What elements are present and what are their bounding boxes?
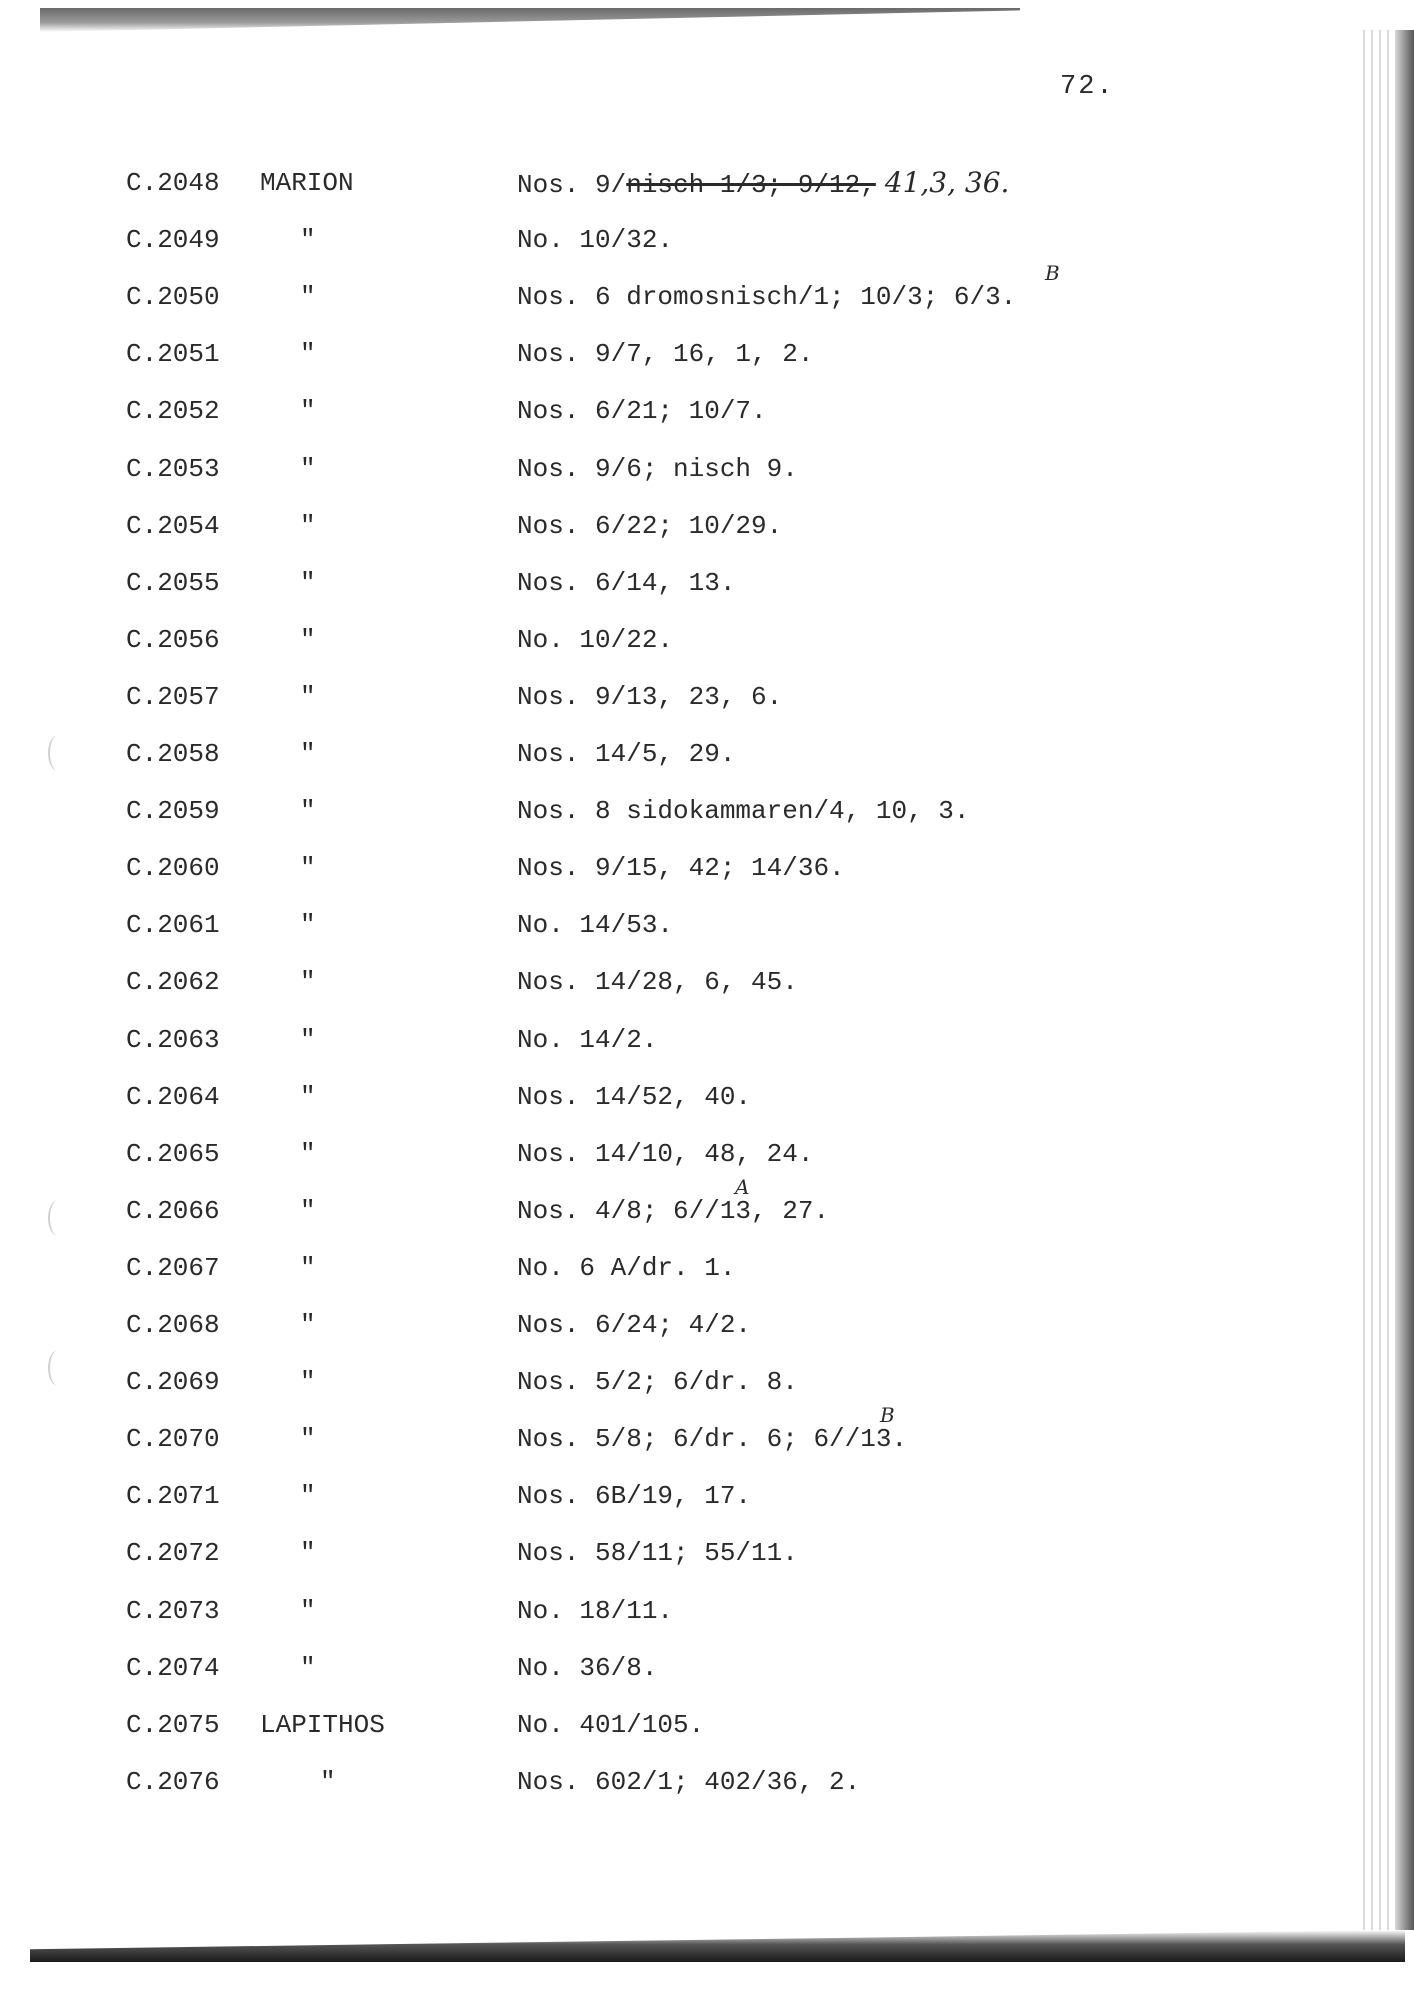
catalogue-code: C.2062 — [126, 967, 220, 998]
handwritten-annotation: B — [1045, 261, 1060, 286]
find-numbers: No. 14/2. — [517, 1024, 658, 1055]
catalogue-code: C.2070 — [126, 1424, 220, 1455]
list-item — [0, 449, 1300, 489]
site-name: LAPITHOS — [260, 1709, 385, 1740]
catalogue-code: C.2067 — [126, 1252, 220, 1283]
catalogue-code: C.2069 — [126, 1367, 220, 1398]
site-name: " — [300, 225, 316, 256]
catalogue-code: C.2049 — [126, 225, 220, 256]
find-numbers: Nos. 9/15, 42; 14/36. — [517, 853, 845, 884]
struck-out-text: nisch 1/3; 9/12, — [626, 170, 876, 200]
find-numbers: Nos. 58/11; 55/11. — [517, 1538, 798, 1569]
site-name: " — [300, 910, 316, 941]
find-numbers: Nos. 14/28, 6, 45. — [517, 967, 798, 998]
site-name: " — [300, 1024, 316, 1055]
list-item — [0, 563, 1300, 603]
site-name: " — [300, 1538, 316, 1569]
catalogue-code: C.2048 — [126, 168, 220, 198]
find-numbers: Nos. 6B/19, 17. — [517, 1481, 752, 1512]
list-item — [0, 848, 1300, 888]
catalogue-code: C.2063 — [126, 1024, 220, 1055]
list-item — [0, 1020, 1300, 1060]
find-numbers: Nos. 6/22; 10/29. — [517, 510, 783, 541]
list-item — [0, 1762, 1300, 1802]
site-name: " — [300, 853, 316, 884]
find-numbers — [517, 163, 1009, 205]
find-numbers: Nos. 8 sidokammaren/4, 10, 3. — [517, 796, 970, 827]
catalogue-code: C.2066 — [126, 1195, 220, 1226]
catalogue-code: C.2076 — [126, 1766, 220, 1797]
site-name: " — [300, 967, 316, 998]
list-item — [0, 391, 1300, 431]
site-name: " — [300, 282, 316, 313]
list-item — [0, 677, 1300, 717]
find-numbers-prefix: Nos. 9/ — [517, 170, 627, 200]
find-numbers: Nos. 14/52, 40. — [517, 1081, 752, 1112]
site-name: " — [300, 1652, 316, 1683]
site-name: " — [300, 1310, 316, 1340]
catalogue-code: C.2053 — [126, 453, 220, 484]
page-number: 72. — [1060, 72, 1115, 102]
catalogue-code: C.2075 — [126, 1709, 220, 1740]
list-item — [0, 1174, 1300, 1231]
list-item — [0, 1248, 1300, 1288]
catalogue-code: C.2057 — [126, 681, 220, 712]
find-numbers: Nos. 6 dromosnisch/1; 10/3; 6/3. — [517, 282, 1017, 313]
site-name: " — [300, 1367, 316, 1398]
find-numbers: Nos. 5/8; 6/dr. 6; 6//13. — [517, 1424, 908, 1455]
handwritten-correction: 41,3, 36. — [875, 166, 1010, 199]
find-numbers: Nos. 14/5, 29. — [517, 739, 736, 769]
list-item — [0, 962, 1300, 1002]
find-numbers: Nos. 602/1; 402/36, 2. — [517, 1766, 861, 1797]
find-numbers: No. 36/8. — [517, 1652, 658, 1683]
list-item — [0, 220, 1300, 260]
catalogue-code: C.2060 — [126, 853, 220, 884]
find-numbers: Nos. 6/21; 10/7. — [517, 396, 767, 427]
site-name: " — [300, 453, 316, 484]
list-item — [0, 1403, 1300, 1459]
site-name: " — [300, 567, 316, 598]
find-numbers: No. 14/53. — [517, 910, 674, 941]
list-item — [0, 1077, 1300, 1117]
find-numbers: Nos. 4/8; 6//13, 27. — [517, 1195, 830, 1226]
catalogue-code: C.2065 — [126, 1138, 220, 1169]
find-numbers: Nos. 5/2; 6/dr. 8. — [517, 1367, 798, 1398]
site-name: " — [300, 1481, 316, 1512]
list-item — [0, 905, 1300, 945]
list-item — [0, 1705, 1300, 1745]
site-name: " — [300, 796, 316, 827]
find-numbers: Nos. 9/13, 23, 6. — [517, 681, 783, 712]
catalogue-code: C.2058 — [126, 739, 220, 769]
site-name: " — [300, 1138, 316, 1169]
catalogue-code: C.2064 — [126, 1081, 220, 1112]
catalogue-code: C.2068 — [126, 1310, 220, 1340]
list-item — [0, 506, 1300, 546]
list-item — [0, 1648, 1300, 1688]
find-numbers: No. 10/32. — [517, 225, 674, 256]
catalogue-code: C.2052 — [126, 396, 220, 427]
site-name: " — [300, 624, 316, 655]
site-name: " — [300, 339, 316, 370]
find-numbers: No. 10/22. — [517, 624, 674, 655]
list-item — [0, 620, 1300, 660]
list-item — [0, 1591, 1300, 1631]
catalogue-code: C.2072 — [126, 1538, 220, 1569]
catalogue-code: C.2051 — [126, 339, 220, 370]
list-item — [0, 1476, 1300, 1516]
find-numbers: No. 6 A/dr. 1. — [517, 1252, 736, 1283]
site-name: " — [300, 739, 316, 769]
catalogue-code: C.2074 — [126, 1652, 220, 1683]
find-numbers: No. 401/105. — [517, 1709, 705, 1740]
site-name: " — [300, 681, 316, 712]
site-name: " — [300, 1424, 316, 1455]
site-name: " — [300, 1252, 316, 1283]
list-item — [0, 734, 1300, 774]
catalogue-code: C.2054 — [126, 510, 220, 541]
list-item — [0, 1362, 1300, 1402]
list-item — [0, 791, 1300, 831]
list-item — [0, 334, 1300, 374]
site-name: " — [300, 510, 316, 541]
list-item — [0, 1533, 1300, 1573]
site-name: " — [300, 1595, 316, 1626]
list-item — [0, 163, 1300, 203]
site-name: " — [300, 396, 316, 427]
find-numbers: Nos. 14/10, 48, 24. — [517, 1138, 814, 1169]
handwritten-annotation: A — [735, 1174, 750, 1199]
list-item — [0, 261, 1300, 317]
catalogue-code: C.2073 — [126, 1595, 220, 1626]
catalogue-code: C.2055 — [126, 567, 220, 598]
page-edge-shadow — [1395, 30, 1414, 1930]
catalogue-code: C.2050 — [126, 282, 220, 313]
list-item — [0, 1134, 1300, 1174]
find-numbers: No. 18/11. — [517, 1595, 674, 1626]
find-numbers: Nos. 6/24; 4/2. — [517, 1310, 752, 1340]
handwritten-annotation: B — [880, 1403, 895, 1428]
site-name: MARION — [260, 168, 354, 198]
site-name: " — [300, 1195, 316, 1226]
scan-border-top — [40, 8, 1020, 32]
catalogue-code: C.2056 — [126, 624, 220, 655]
find-numbers: Nos. 6/14, 13. — [517, 567, 736, 598]
site-name: " — [320, 1766, 336, 1797]
catalogue-code: C.2059 — [126, 796, 220, 827]
catalogue-code: C.2061 — [126, 910, 220, 941]
list-item — [0, 1305, 1300, 1345]
scan-border-bottom — [30, 1930, 1405, 1962]
find-numbers: Nos. 9/6; nisch 9. — [517, 453, 798, 484]
site-name: " — [300, 1081, 316, 1112]
catalogue-code: C.2071 — [126, 1481, 220, 1512]
find-numbers: Nos. 9/7, 16, 1, 2. — [517, 339, 814, 370]
